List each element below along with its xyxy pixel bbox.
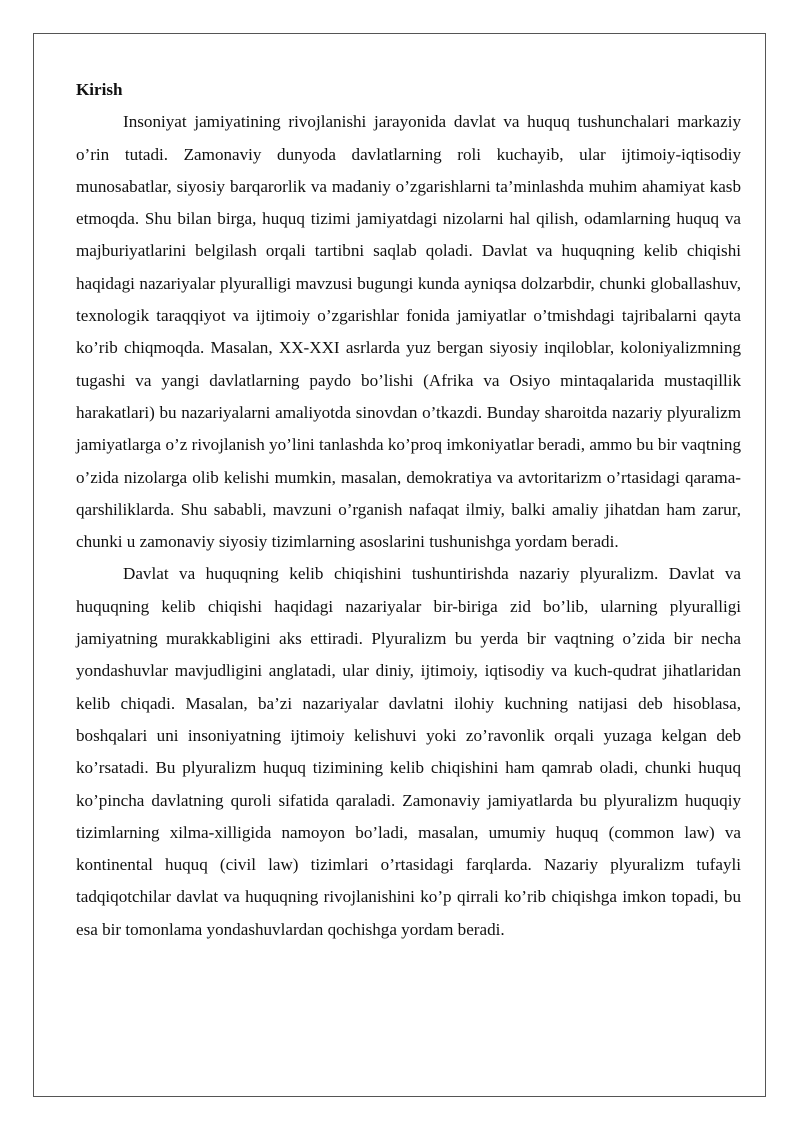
paragraph-1: Insoniyat jamiyatining rivojlanishi jarayonida davlat va huquq tushunchalari markaziy o’rin tutadi. Zamonaviy dunyoda davlatlarning roli kuchayib, ular ijtimoiy-iqtisodiy munosabatlar, siyosiy barqarorlik va madaniy o’zgarishlarni ta’minlashda muhim ahamiyat kasb etmoqda. Shu bilan birga, huquq tizimi jamiyatdagi nizolarni hal qilish, odamlarning huquq va majburiyatlarini belgilash orqali tartibni saqlab qoladi. Davlat va huquqning kelib chiqishi haqidagi nazariyalar plyuralligi mavzusi bugungi kunda ayniqsa dolzarbdir, chunki globallashuv, texnologik taraqqiyot va ijtimoiy o’zgarishlar fonida jamiyatlar o’tmishdagi tajribalarni qayta ko’rib chiqmoqda. Masalan, XX-XXI asrlarda yuz bergan siyosiy inqiloblar, koloniyalizmning tugashi va yangi davlatlarning paydo bo’lishi (Afrika va Osiyo mintaqalarida mustaqillik harakatlari) bu nazariyalarni amaliyotda sinovdan o’tkazdi. Bunday sharoitda nazariy plyuralizm jamiyatlarga o’z rivojlanish yo’lini tanlashda ko’proq imkoniyatlar beradi, ammo bu bir vaqtning o’zida nizolarga olib kelishi mumkin, masalan, demokratiya va avtoritarizm o’rtasidagi qarama-qarshiliklarda. Shu sababli, mavzuni o’rganish nafaqat ilmiy, balki amaliy jihatdan ham zarur, chunki u zamonaviy siyosiy tizimlarning asoslarini tushunishga yordam beradi. bbox=[76, 112, 741, 552]
section-heading: Kirish bbox=[76, 80, 123, 99]
paragraph-2: Davlat va huquqning kelib chiqishini tushuntirishda nazariy plyuralizm. Davlat va huquqning kelib chiqishi haqidagi nazariyalar bir-biriga zid bo’lib, ularning plyuralligi jamiyatning murakkabligini aks ettiradi. Plyuralizm bu yerda bir vaqtning o’zida bir necha yondashuvlar mavjudligini anglatadi, ular diniy, ijtimoiy, iqtisodiy va kuch-qudrat jihatlaridan kelib chiqadi. Masalan, ba’zi nazariyalar davlatni ilohiy kuchning natijasi deb hisoblasa, boshqalari uni insoniyatning ijtimoiy kelishuvi yoki zo’ravonlik orqali yuzaga kelgan deb ko’rsatadi. Bu plyuralizm huquq tizimining kelib chiqishini ham qamrab oladi, chunki huquq ko’pincha davlatning quroli sifatida qaraladi. Zamonaviy jamiyatlarda bu plyuralizm huquqiy tizimlarning xilma-xilligida namoyon bo’ladi, masalan, umumiy huquq (common law) va kontinental huquq (civil law) tizimlari o’rtasidagi farqlarda. Nazariy plyuralizm tufayli tadqiqotchilar davlat va huquqning rivojlanishini ko’p qirrali ko’rib chiqishga imkon topadi, bu esa bir tomonlama yondashuvlardan qochishga yordam beradi. bbox=[76, 564, 741, 939]
document-body bbox=[76, 74, 741, 946]
